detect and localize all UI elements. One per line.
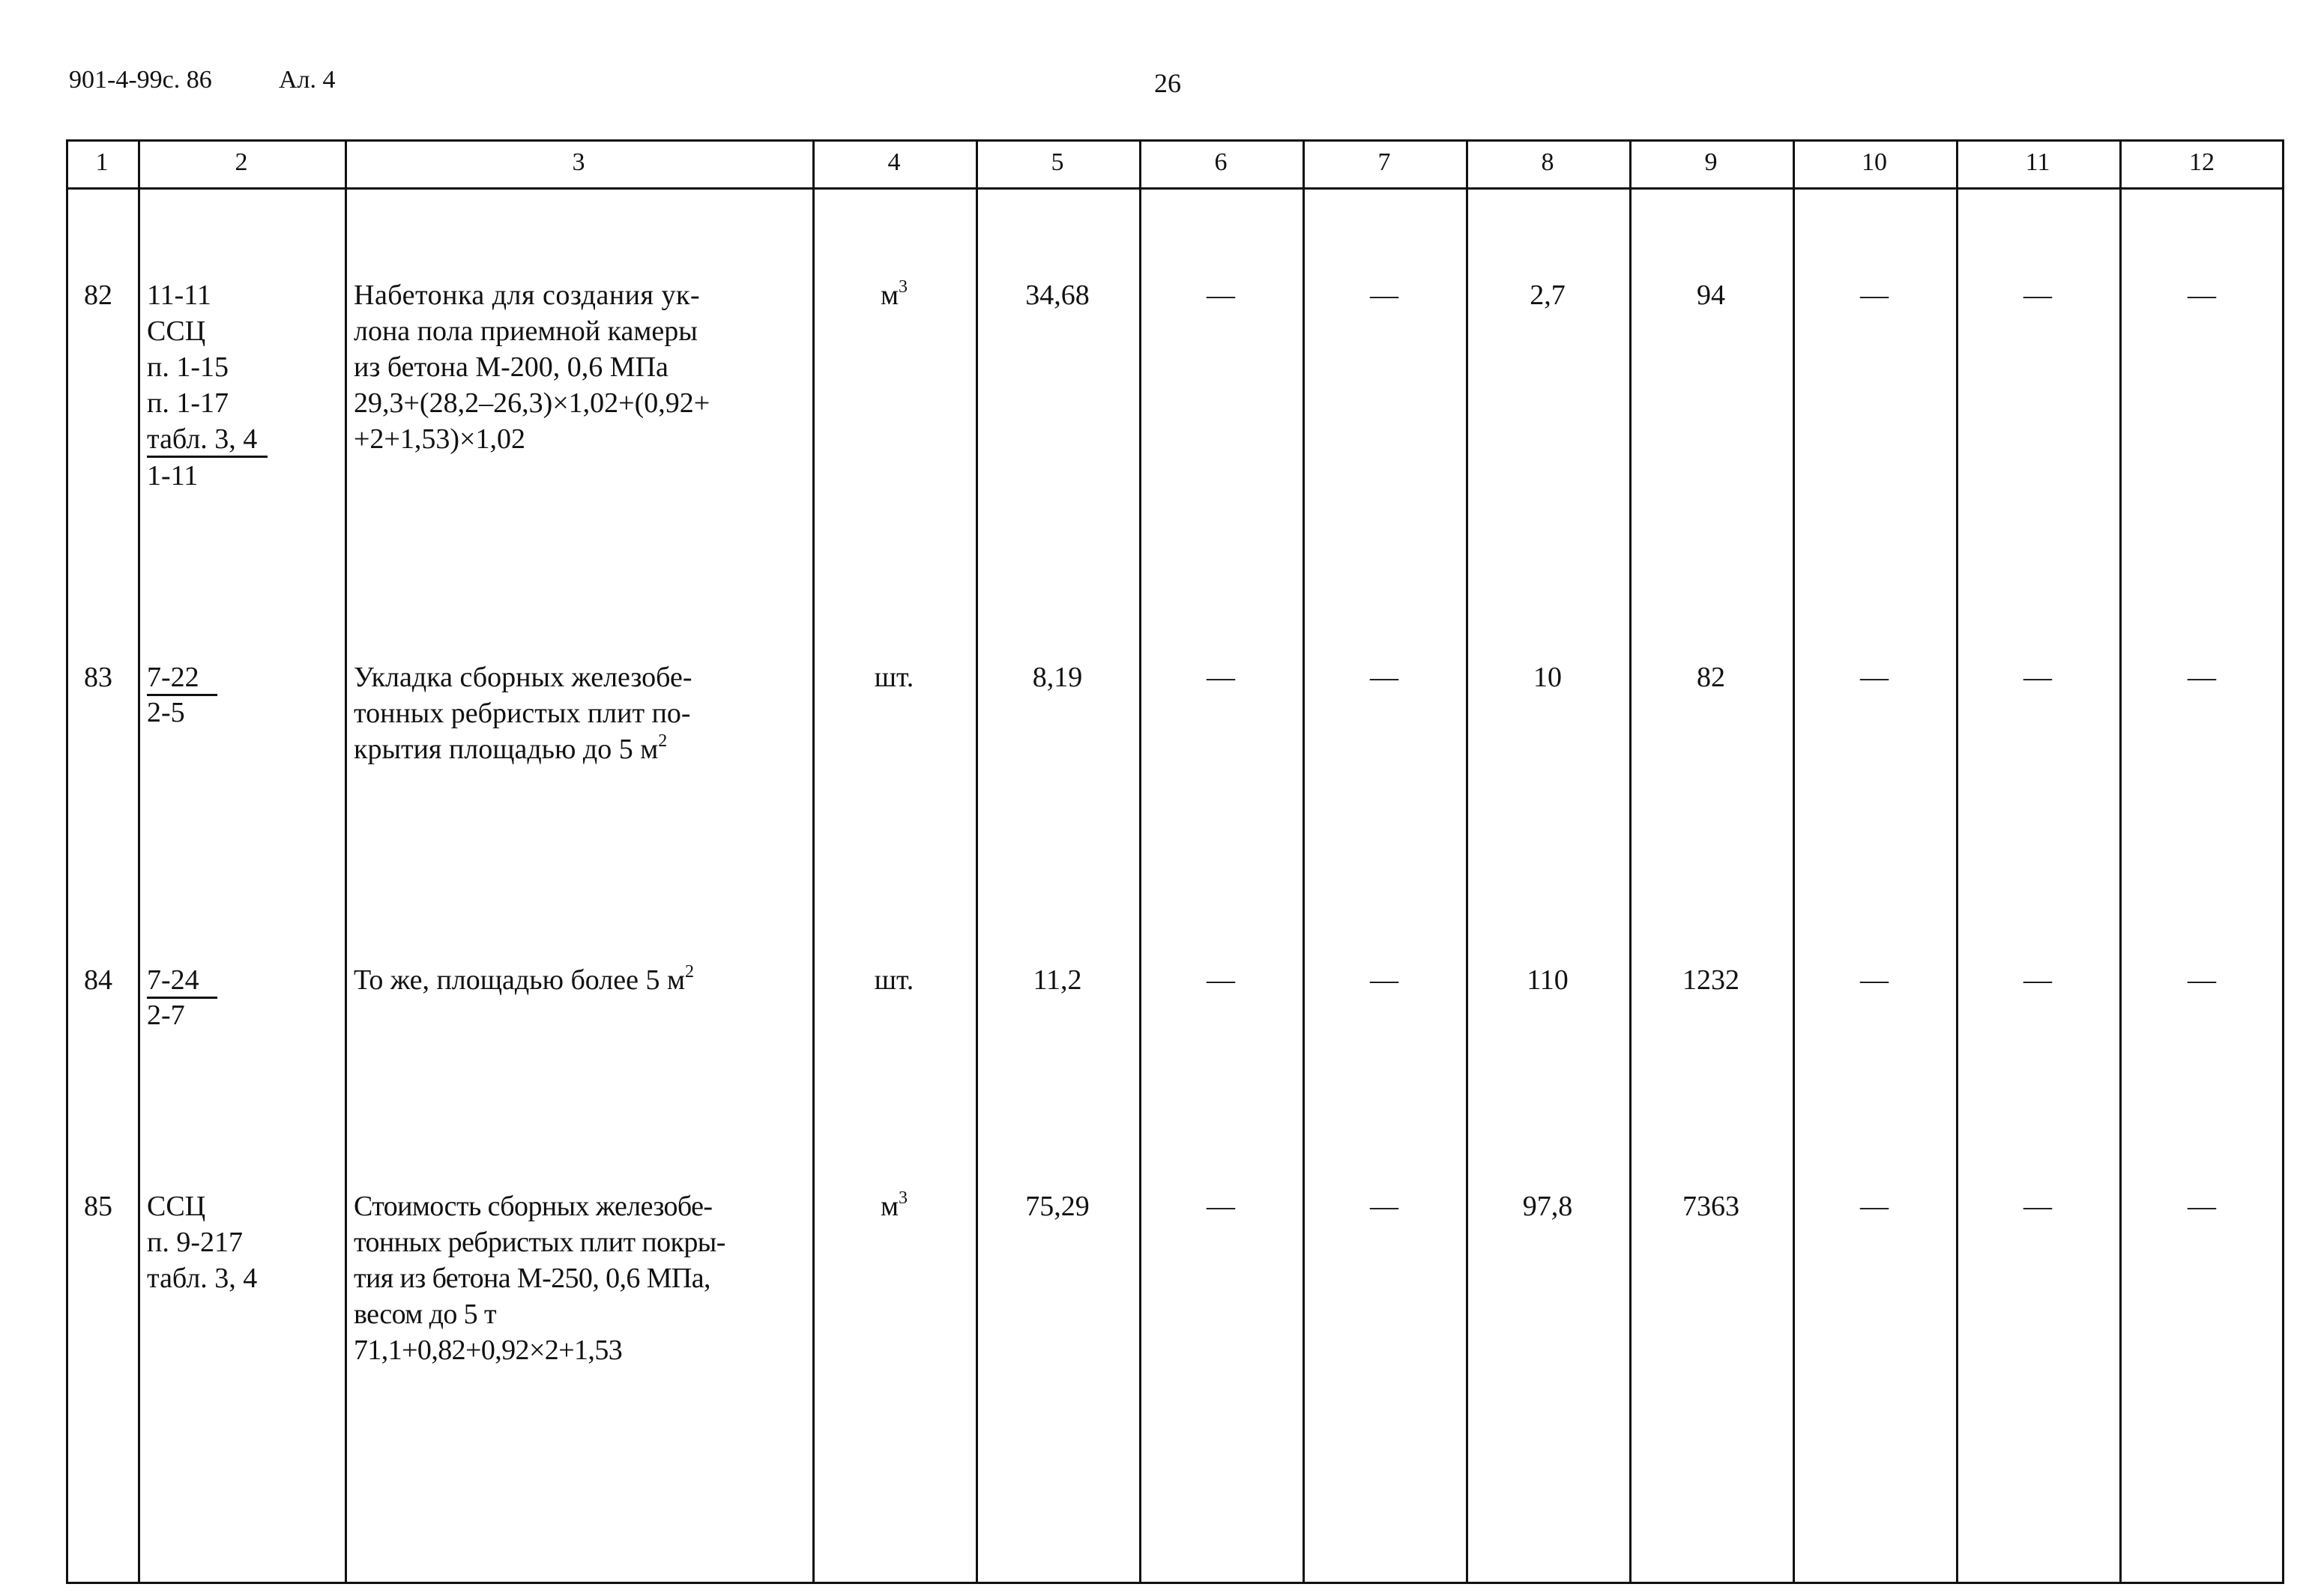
reference-cell bbox=[147, 277, 268, 494]
reference-line: 1-11 bbox=[147, 460, 199, 492]
description-line: лона пола приемной камеры bbox=[354, 315, 698, 347]
row-number: 82 bbox=[84, 279, 112, 311]
column-header-4: 4 bbox=[887, 148, 901, 176]
column-header-11: 11 bbox=[2025, 148, 2050, 176]
unit-cell: $м^3$ bbox=[880, 1188, 908, 1222]
row-number: 85 bbox=[84, 1191, 112, 1222]
reference-line: п. 1-17 bbox=[147, 387, 229, 419]
description-line: То же, площадью более 5 м bbox=[354, 964, 686, 996]
reference-line: ССЦ bbox=[147, 1191, 206, 1222]
description-cell bbox=[354, 1188, 803, 1368]
empty-dash: — bbox=[1370, 279, 1398, 311]
reference-line: п. 9-217 bbox=[147, 1227, 243, 1258]
reference-line: ССЦ bbox=[147, 315, 206, 347]
empty-dash: — bbox=[2188, 1191, 2216, 1222]
description-line: тия из бетона М-250, 0,6 МПа, bbox=[354, 1263, 710, 1294]
reference-line: табл. 3, 4 bbox=[147, 423, 268, 458]
column-divider bbox=[1956, 139, 1958, 1584]
description-line: Стоимость сборных железобе- bbox=[354, 1191, 713, 1222]
empty-dash: — bbox=[1860, 1191, 1889, 1222]
description-line: крытия площадью до 5 м bbox=[354, 734, 659, 765]
description-cell bbox=[354, 277, 803, 457]
column-header-5: 5 bbox=[1051, 148, 1064, 176]
empty-dash: — bbox=[1370, 1191, 1398, 1222]
empty-dash: — bbox=[2188, 662, 2216, 693]
reference-line: 11-11 bbox=[147, 279, 211, 311]
reference-denominator: 2-5 bbox=[147, 697, 185, 728]
row-number: 84 bbox=[84, 964, 112, 996]
column-divider bbox=[976, 139, 978, 1584]
total-cost-cell: 7363 bbox=[1682, 1191, 1739, 1222]
reference-numerator: 7-22 bbox=[147, 661, 217, 696]
empty-dash: — bbox=[2023, 662, 2052, 693]
header-divider bbox=[66, 187, 2284, 190]
unit-cost-cell: 97,8 bbox=[1522, 1191, 1573, 1222]
total-cost-cell: 82 bbox=[1697, 662, 1725, 693]
reference-cell bbox=[147, 1188, 257, 1296]
quantity-cell: 34,68 bbox=[1025, 279, 1090, 311]
empty-dash: — bbox=[2023, 279, 2052, 311]
unit-cost-cell: 10 bbox=[1533, 662, 1562, 693]
unit-cost-cell: 110 bbox=[1527, 964, 1569, 996]
empty-dash: — bbox=[1370, 662, 1398, 693]
description-line: Набетонка для создания ук- bbox=[354, 279, 701, 311]
unit-cost-cell: 2,7 bbox=[1530, 279, 1566, 311]
empty-dash: — bbox=[1860, 964, 1889, 996]
reference-line: табл. 3, 4 bbox=[147, 1263, 258, 1294]
column-divider bbox=[1303, 139, 1305, 1584]
column-header-2: 2 bbox=[235, 148, 248, 176]
description-line: тонных ребристых плит покры- bbox=[354, 1227, 725, 1258]
reference-numerator: 7-24 bbox=[147, 964, 217, 999]
column-header-3: 3 bbox=[572, 148, 585, 176]
empty-dash: — bbox=[1207, 1191, 1235, 1222]
sheet-label: Ал. 4 bbox=[279, 66, 336, 94]
column-header-1: 1 bbox=[95, 148, 109, 176]
column-divider bbox=[138, 139, 140, 1584]
reference-cell bbox=[147, 962, 217, 1032]
total-cost-cell: 94 bbox=[1697, 279, 1725, 311]
column-divider bbox=[1466, 139, 1468, 1584]
column-header-6: 6 bbox=[1214, 148, 1228, 176]
document-code: 901-4-99с. 86 bbox=[69, 66, 212, 94]
empty-dash: — bbox=[2023, 1191, 2052, 1222]
empty-dash: — bbox=[1207, 964, 1235, 996]
column-header-9: 9 bbox=[1704, 148, 1718, 176]
column-divider bbox=[345, 139, 347, 1584]
quantity-cell: 75,29 bbox=[1025, 1191, 1090, 1222]
empty-dash: — bbox=[1860, 662, 1889, 693]
unit-cell: шт. bbox=[874, 662, 914, 693]
quantity-cell: 11,2 bbox=[1033, 964, 1082, 996]
unit-cell: $м^3$ bbox=[880, 277, 908, 311]
description-line: Укладка сборных железобе- bbox=[354, 662, 692, 693]
column-divider bbox=[812, 139, 815, 1584]
reference-denominator: 2-7 bbox=[147, 1000, 185, 1031]
column-divider bbox=[1793, 139, 1795, 1584]
row-number: 83 bbox=[84, 662, 112, 693]
empty-dash: — bbox=[1370, 964, 1398, 996]
column-header-8: 8 bbox=[1541, 148, 1554, 176]
column-divider bbox=[1629, 139, 1632, 1584]
description-cell: Укладка сборных железобе- тонных ребристых плит по- крытия площадью до 5 $м^2$ bbox=[354, 659, 803, 767]
column-divider bbox=[2119, 139, 2122, 1584]
column-header-7: 7 bbox=[1377, 148, 1391, 176]
empty-dash: — bbox=[1207, 662, 1235, 693]
empty-dash: — bbox=[1860, 279, 1889, 311]
total-cost-cell: 1232 bbox=[1682, 964, 1739, 996]
description-line: 29,3+(28,2–26,3)×1,02+(0,92+ bbox=[354, 387, 710, 419]
empty-dash: — bbox=[2188, 964, 2216, 996]
description-line: 71,1+0,82+0,92×2+1,53 bbox=[354, 1334, 623, 1366]
page-number: 26 bbox=[1154, 68, 1181, 98]
column-header-10: 10 bbox=[1862, 148, 1887, 176]
description-cell: То же, площадью более 5 $м^2$ bbox=[354, 962, 695, 996]
column-divider bbox=[1139, 139, 1141, 1584]
description-line: +2+1,53)×1,02 bbox=[354, 423, 525, 455]
empty-dash: — bbox=[2188, 279, 2216, 311]
unit-cell: шт. bbox=[874, 964, 914, 996]
column-header-12: 12 bbox=[2189, 148, 2215, 176]
reference-line: п. 1-15 bbox=[147, 351, 229, 383]
description-line: тонных ребристых плит по- bbox=[354, 698, 691, 729]
description-line: из бетона М-200, 0,6 МПа bbox=[354, 351, 668, 383]
reference-cell bbox=[147, 659, 217, 729]
empty-dash: — bbox=[2023, 964, 2052, 996]
empty-dash: — bbox=[1207, 279, 1235, 311]
quantity-cell: 8,19 bbox=[1032, 662, 1083, 693]
description-line: весом до 5 т bbox=[354, 1299, 496, 1330]
